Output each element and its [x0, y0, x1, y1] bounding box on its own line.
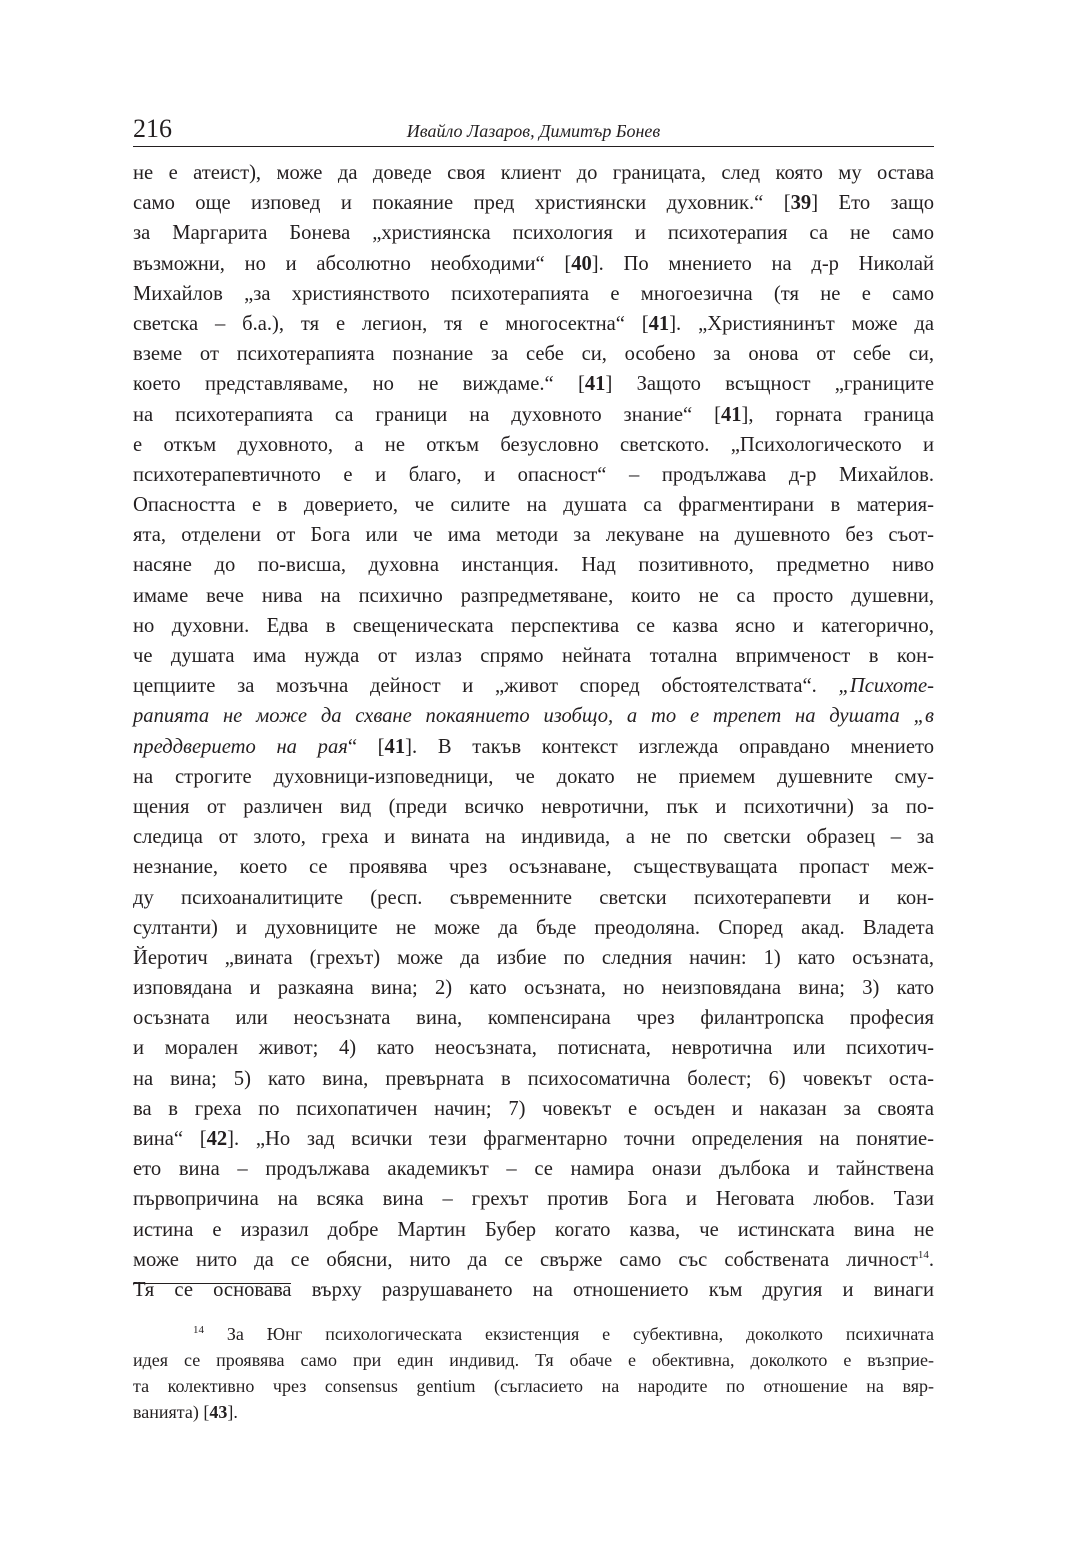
text-line: ду психоаналитиците (респ. съвременните светски психотерапевти и кон- [133, 886, 934, 909]
text-line: изповядана и разкаяна вина; 2) като осъзната, но неизповядана вина; 3) като [133, 977, 934, 1000]
text-line: психотерапевтичното е и благо, и опасност“ – продължава д-р Михайлов. [133, 463, 934, 486]
text-line: Михайлов „за християнството психотерапията е многоезична (тя не е само [133, 282, 934, 305]
text-line: за Маргарита Бонева „християнска психология и психотерапия са не само [133, 222, 934, 245]
text-line: светска – б.а.), тя е легион, тя е многосектна“ [41]. „Християнинът може да [133, 312, 934, 335]
text-line: не е атеист), може да доведе своя клиент до границата, след която му остава [133, 162, 934, 184]
text-line: щения от различен вид (преди всичко невротични, пък и психотични) за по- [133, 795, 934, 818]
text-line: цепциите за мозъчна дейност и „живот според обстоятелствата“. „Психоте- [133, 675, 934, 698]
footnote-marker: 14 [917, 1248, 929, 1261]
text-line: имаме вече нива на психично разпредметяване, които не са просто душевни, [133, 584, 934, 607]
citation-ref: 41 [584, 373, 606, 396]
text-line: следица от злото, греха и вината на индивида, а не по светски образец – за [133, 826, 934, 849]
text-line: султанти) и духовниците не може да бъде преодоляна. Според акад. Владета [133, 916, 934, 939]
citation-ref: 41 [648, 312, 670, 335]
text-line: е откъм духовното, а не откъм безусловно светското. „Психологическото и [133, 433, 934, 456]
text-line: първопричина на всяка вина – грехът против Бога и Неговата любов. Тази [133, 1188, 934, 1211]
citation-ref: 41 [384, 735, 406, 758]
text-line: възможни, но и абсолютно необходими“ [40]. По мнението на д-р Николай [133, 252, 934, 275]
text-line: вземе от психотерапията познание за себе си, особено за онова от себе си, [133, 343, 934, 366]
footnote-separator [133, 1283, 291, 1284]
text-line: вина“ [42]. „Но зад всички тези фрагментарно точни определения на понятие- [133, 1128, 934, 1150]
text-line: може нито да се обясни, нито да се свърже само със собствената личност$^{14}$. [133, 1248, 934, 1271]
text-line: рапията не може да схване покаянието изобщо, а то е трепет на душата „в [133, 705, 934, 728]
text-line: незнание, което се проявява чрез осъзнаване, съществуващата пропаст меж- [133, 856, 934, 879]
footnote-line: $^{14}$ За Юнг психологическата екзистенция е субективна, доколкото психичната [193, 1324, 934, 1344]
text-line: преддверието на рая“ [41]. В такъв контекст изглежда оправдано мнението [133, 735, 934, 758]
text-line: осъзната или неосъзната вина, компенсирана чрез филантропска професия [133, 1007, 934, 1030]
text-line: и морален живот; 4) като неосъзната, потисната, невротична или психотич- [133, 1037, 934, 1060]
text-line: ва в греха по психопатичен начин; 7) човекът е осъден и наказан за своята [133, 1097, 934, 1120]
citation-ref: 41 [720, 403, 742, 426]
text-line: истина е изразил добре Мартин Бубер когато казва, че истинската вина не [133, 1218, 934, 1241]
italic-quote: „Психоте- [838, 675, 934, 698]
text-line: на психотерапията са граници на духовното знание“ [41], горната граница [133, 403, 934, 426]
text-line: насяне до по-висша, духовна инстанция. Над позитивното, предметно ниво [133, 554, 934, 577]
text-line: Тя се основава върху разрушаването на отношението към другия и винаги [133, 1278, 934, 1301]
text-line: Йеротич „вината (грехът) може да избие по следния начин: 1) като осъзната, [133, 946, 934, 969]
body-text [133, 158, 934, 1305]
footnote-line: ванията) [43]. [133, 1402, 238, 1422]
text-line: ето вина – продължава академикът – се намира онази дълбока и тайнствена [133, 1158, 934, 1181]
citation-ref: 43 [209, 1402, 228, 1422]
page-number: 216 [133, 114, 172, 143]
text-line: само още изповед и покаяние пред християнски духовник.“ [39] Ето защо [133, 192, 934, 215]
footnote-line: идея се проявява само при един индивид. Тя обаче е обективна, доколкото е възприе- [133, 1350, 934, 1370]
text-line: на вина; 5) като вина, превърната в психосоматична болест; 6) човекът оста- [133, 1067, 934, 1090]
text-line: Опасността е в доверието, че силите на душата са фрагментирани в материя- [133, 494, 934, 517]
citation-ref: 42 [206, 1128, 228, 1150]
text-line: ята, отделени от Бога или че има методи за лекуване на душевното без съот- [133, 524, 934, 547]
citation-ref: 39 [790, 192, 812, 215]
running-head-authors: Ивайло Лазаров, Димитър Бонев [406, 121, 661, 141]
citation-ref: 40 [571, 252, 592, 275]
footnote [133, 1321, 934, 1425]
page-header [133, 112, 934, 147]
text-line: че душата има нужда от излаз спрямо нейната тотална впримченост в кон- [133, 645, 934, 667]
footnote-line: та колективно чрез consensus gentium (съгласието на народите по отношение на вяр- [133, 1376, 934, 1396]
text-line: на строгите духовници-изповедници, че докато не приемем душевните сму- [133, 765, 934, 788]
italic-quote: преддверието на рая [133, 735, 348, 758]
footnote-number: 14 [193, 1324, 204, 1336]
text-line: но духовни. Едва в свещеническата перспектива се казва ясно и категорично, [133, 614, 934, 637]
text-line: което представляваме, но не виждаме.“ [41] Защото всъщност „границите [133, 373, 935, 396]
